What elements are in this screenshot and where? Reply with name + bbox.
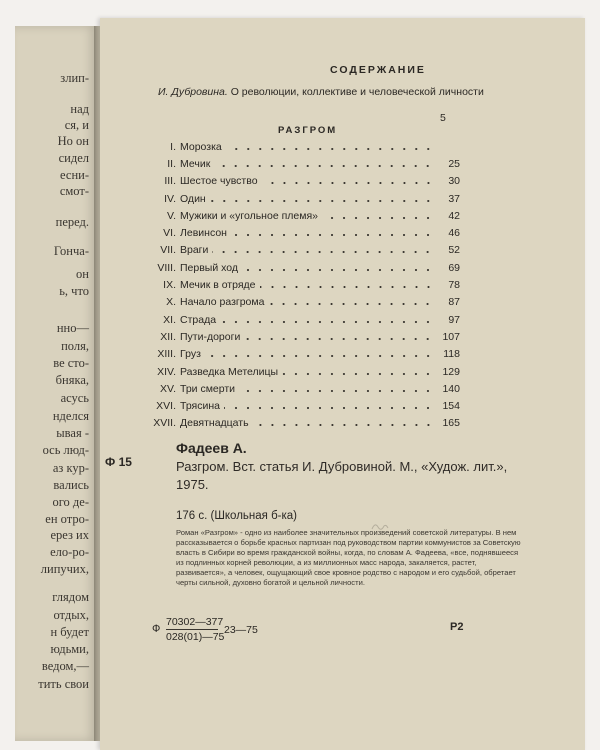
chapter-number: XII. [160,330,176,343]
right-page [100,18,585,750]
pencil-mark-icon [370,521,390,531]
leader-dots [231,234,434,236]
left-page-fragment: смот- [59,184,89,198]
leader-dots [224,407,434,409]
chapter-number: II. [167,157,176,170]
chapter-number: X. [166,296,176,309]
chapter-title: Девятнадцать [180,417,249,430]
chapter-number: XVII. [153,417,176,430]
chapter-number: VIII. [157,261,176,274]
left-page-fragment: ело-ро- [50,545,89,559]
chapter-page: 37 [448,192,460,205]
leader-dots [322,217,434,219]
chapter-page: 140 [442,382,460,395]
code-fraction-rule [166,629,218,630]
chapter-number: XIV. [157,365,176,378]
left-page-fragment: ве сто- [53,356,89,370]
chapter-title: Страда [180,313,217,326]
toc-row [120,259,460,276]
toc-row [120,207,460,224]
code-prefix: Ф [152,623,161,635]
left-page-fragment: тить свои [38,677,89,691]
chapter-title: Морозка [180,140,222,153]
leader-dots [226,148,434,150]
left-page-fragment: ь, что [59,284,89,298]
left-page-fragment: н будет [50,625,89,639]
catalog-author: Фадеев А. [176,440,247,456]
chapter-number: XV. [160,382,176,395]
intro-author: И. Дубровина. [158,86,228,98]
intro-entry [158,86,498,99]
left-page-fragment: липучих, [40,562,89,576]
chapter-number: VII. [160,244,176,257]
chapter-page: 165 [442,417,460,430]
chapter-title: Трясина [180,400,220,413]
chapter-title: Первый ход [180,261,239,274]
chapter-number: VI. [163,227,176,240]
chapter-title: Груз [180,348,201,361]
chapter-title: Начало разгрома [180,296,265,309]
chapter-page: 42 [448,209,460,222]
left-page-fragment: ось люд- [42,443,89,457]
leader-dots [262,182,434,184]
chapter-title: Мужики и «угольное племя» [180,209,318,222]
code-denominator: 028(01)—75 [166,631,225,643]
chapter-page: 97 [448,313,460,326]
chapter-title: Шестое чувство [180,175,258,188]
toc-row [120,173,460,190]
toc-row [120,311,460,328]
chapter-title: Левинсон [180,227,227,240]
price: Р2 [450,621,464,633]
left-page-fragment: поля, [61,339,89,353]
left-page-fragment: нделся [52,409,89,423]
toc-row [120,363,460,380]
chapter-title: Один [180,192,206,205]
catalog-pages: 176 с. (Школьная б-ка) [176,510,297,522]
left-page-fragment: над [70,102,89,116]
chapter-number: III. [164,175,176,188]
leader-dots [244,338,434,340]
leader-dots [260,286,435,288]
chapter-number: V. [167,209,176,222]
left-page-fragment: злип- [60,71,89,85]
toc-row [120,328,460,345]
intro-page-number: 5 [440,112,446,124]
chapter-number: XI. [163,313,176,326]
toc-row [120,380,460,397]
left-page-fragment: асусь [60,391,89,405]
chapter-title: Пути-дороги [180,330,241,343]
chapter-page: 25 [448,157,460,170]
code-suffix: 23—75 [224,624,258,636]
left-page-fragment: вались [53,478,89,492]
chapter-page: 118 [443,348,460,361]
section-title: РАЗГРОМ [278,125,338,136]
leader-dots [268,303,434,305]
left-page-fragment: глядом [52,590,89,604]
left-page-fragment: ого де- [52,495,89,509]
left-page-fragment: аз кур- [52,461,89,475]
left-page-fragment: отдых, [53,608,89,622]
toc-row [120,242,460,259]
chapter-page: 52 [448,244,460,257]
left-page-fragment: юдьми, [50,642,89,656]
toc-row [120,138,460,155]
left-page-fragment: есни- [60,168,89,182]
toc-row [120,224,460,241]
left-page-fragment: перед. [55,215,89,229]
chapter-number: IX. [163,279,176,292]
leader-dots [220,321,434,323]
chapter-number: I. [170,140,176,153]
toc-row [120,276,460,293]
left-page-fragment: бняка, [55,373,89,387]
chapter-page: 87 [448,296,460,309]
chapter-page: 46 [448,227,460,240]
left-page-fragment: сидел [58,151,89,165]
leader-dots [239,390,434,392]
chapter-number: IV. [164,192,176,205]
chapter-title: Мечик в отряде [180,279,256,292]
intro-title: О революции, коллективе и человеческой личности [230,86,484,98]
code-numerator: 70302—377 [166,616,224,628]
leader-dots [253,424,434,426]
left-page-fragment: нно— [56,321,89,335]
chapter-page: 129 [442,365,460,378]
left-page [15,26,97,741]
chapter-page: 154 [442,400,460,413]
leader-dots [210,200,434,202]
catalog-annotation: Роман «Разгром» - одно из наиболее значительных произведений советской литературы. В нем рассказывается о борьбе красных партизан под руководством партии коммунистов за Советскую власть в Сибири во время гражданской войны, когда, по словам А. Фадеева, «все, поднявшееся из подлинных корней революции, а из миллионных масс народа, закаляется, растет, развивается», а человек, ощущающий свое кровное родство с народом и его судьбой, обретает черты сильной, духовно богатой и цельной личности. [176,528,521,587]
left-page-fragment: Гонча- [53,244,89,258]
chapter-title: Враги [180,244,209,257]
table-of-contents [120,138,460,432]
left-page-fragment: ся, и [64,118,89,132]
left-page-fragment: он [76,267,89,281]
left-page-fragment: ерез их [50,528,89,542]
toc-row [120,346,460,363]
chapter-number: XVI. [156,400,176,413]
catalog-description: Разгром. Вст. статья И. Дубровиной. М., «Худож. лит.», 1975. [176,459,508,492]
leader-dots [214,165,434,167]
leader-dots [212,251,434,253]
chapter-title: Разведка Метелицы [180,365,279,378]
chapter-page: 107 [442,330,460,343]
leader-dots [242,269,434,271]
toc-row [120,155,460,172]
chapter-title: Мечик [180,157,211,170]
toc-row [120,294,460,311]
chapter-page: 30 [448,175,460,188]
chapter-page: 78 [448,279,460,292]
left-page-fragment: ывая - [56,426,89,440]
left-page-fragment: Но он [57,134,89,148]
chapter-title: Три смерти [180,382,236,395]
contents-heading: СОДЕРЖАНИЕ [330,64,426,76]
chapter-page: 69 [448,261,460,274]
leader-dots [282,373,434,375]
left-page-fragment: ведом,— [41,659,89,673]
toc-row [120,190,460,207]
toc-row [120,397,460,414]
leader-dots [205,355,434,357]
chapter-number: XIII. [157,348,176,361]
catalog-index: Ф 15 [105,455,132,469]
toc-row [120,415,460,432]
left-page-fragment: ен отро- [45,512,89,526]
